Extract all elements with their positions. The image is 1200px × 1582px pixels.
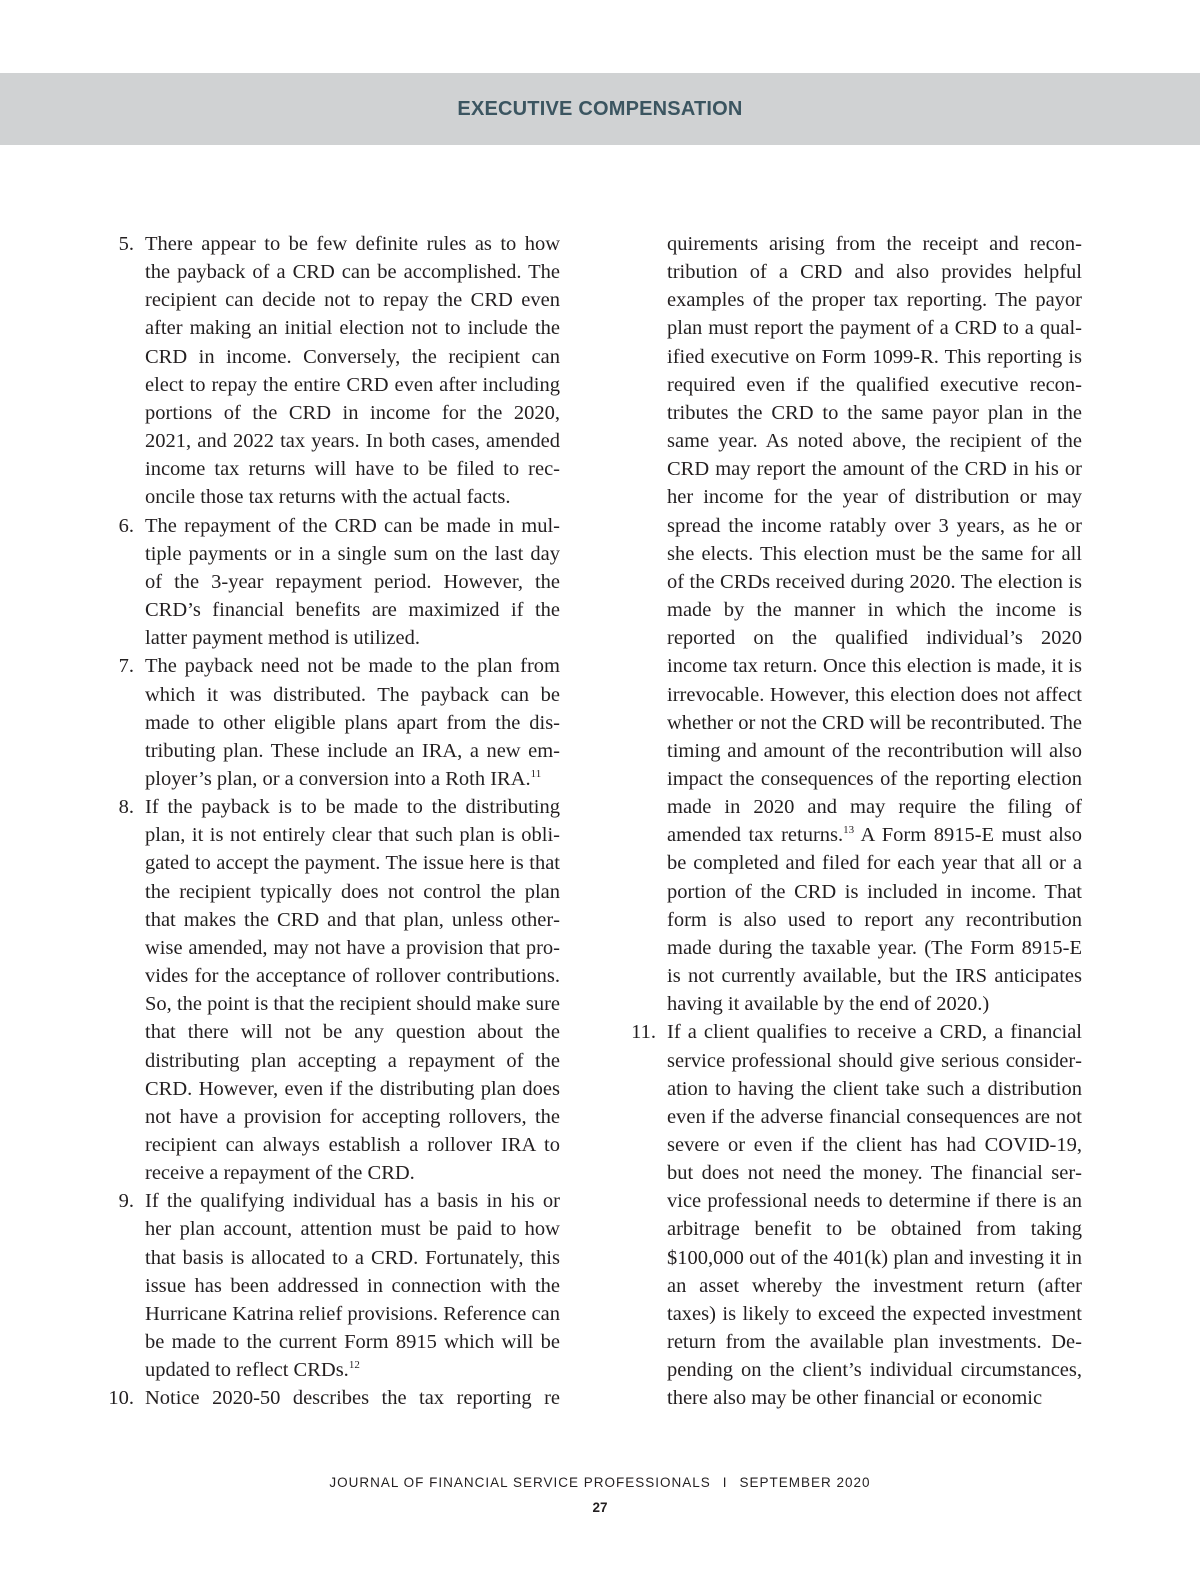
- list-text: If a client qualifies to receive a CRD, a financial service professional should give serious consideration to having the client take such a distribution even if the adverse financial consequences are not severe or even if the client has had COVID-19, but does not need the money. The financial service professional needs to determine if there is an arbitrage benefit to be obtained from taking $100,000 out of the 401(k) plan and investing it in an asset whereby the investment return (after taxes) is likely to exceed the expected investment return from the available plan investments. Depending on the client’s individual circumstances, there also may be other financial or economic: [667, 1021, 1082, 1410]
- list-item-8: [108, 793, 560, 1187]
- list-number: 6.: [118, 514, 134, 537]
- footnote-marker: 13: [843, 824, 855, 837]
- footer-separator: I: [722, 1475, 728, 1490]
- list-number: 5.: [118, 233, 134, 255]
- section-header-band: [0, 73, 1200, 145]
- list-item-6: [108, 512, 560, 653]
- list-text: If the payback is to be made to the distributing plan, it is not entirely clear that such plan is obligated to accept the payment. The issue here is that the recipient typically does not control the plan that makes the CRD and that plan, unless otherwise amended, may not have a provision that provides for the acceptance of rollover contributions. So, the point is that the recipient should make sure that there will not be any question about the distributing plan accepting a repayment of the CRD. However, even if the distributing plan does not have a provision for accepting rollovers, the recipient can always establish a rollover IRA to receive a repayment of the CRD.: [145, 796, 560, 1185]
- list-text: Notice 2020-50 describes the tax reporting re: [145, 1387, 560, 1410]
- list-number: 8.: [118, 796, 134, 819]
- page-number: 27: [592, 1500, 608, 1515]
- list-text: The repayment of the CRD can be made in multiple payments or in a single sum on the last day of the 3-year repayment period. However, the CRD’s financial benefits are maximized if the latter payment method is utilized.: [145, 514, 560, 650]
- list-text: If the qualifying individual has a basis in his or her plan account, attention must be paid to how that basis is allocated to a CRD. Fortunately, this issue has been addressed in connection with the Hurricane Katrina relief provisions. Reference can be made to the current Form 8915 which will be updated to reflect CRDs.: [145, 1190, 560, 1382]
- list-number: 7.: [118, 655, 134, 678]
- footnote-marker: 12: [348, 1359, 360, 1372]
- continuation-text: quirements arising from the receipt and recontribution of a CRD and also provides helpful examples of the proper tax reporting. The payor plan must report the payment of a CRD to a qualified executive on Form 1099-R. This reporting is required even if the qualified executive recontributes the CRD to the same payor plan in the same year. As noted above, the recipient of the CRD may report the amount of the CRD in his or her income for the year of distribution or may spread the income ratably over 3 years, as he or she elects. This election must be the same for all of the CRDs received during 2020. The election is made by the manner in which the income is reported on the qualified individual’s 2020 income tax return. Once this election is made, it is irrevocable. However, this election does not affect whether or not the CRD will be recontributed. The timing and amount of the recontribution will also impact the consequences of the reporting election made in 2020 and may require the filing of amended tax returns.: [667, 233, 1082, 847]
- item-10-continuation: [630, 230, 1082, 1018]
- list-number: 9.: [118, 1190, 134, 1213]
- right-column: [630, 230, 1082, 1413]
- list-text: There appear to be few definite rules as to how the payback of a CRD can be accomplished. The recipient can decide not to repay the CRD even after making an initial election not to include the CRD in income. Conversely, the recipient can elect to repay the entire CRD even after including portions of the CRD in income for the 2020, 2021, and 2022 tax years. In both cases, amended income tax returns will have to be filed to reconcile those tax returns with the actual facts.: [145, 233, 560, 509]
- journal-name: JOURNAL OF FINANCIAL SERVICE PROFESSIONALS: [329, 1475, 711, 1490]
- list-item-9: [108, 1187, 560, 1384]
- list-item-11: [630, 1018, 1082, 1412]
- continuation-text: A Form 8915-E must also be completed and filed for each year that all or a portion of the CRD is included in income. That form is also used to report any recontribution made during the taxable year. (The Form 8915-E is not currently available, but the IRS anticipates having it available by the end of 2020.): [667, 824, 1082, 1016]
- section-title: EXECUTIVE COMPENSATION: [457, 97, 743, 120]
- list-number: 11.: [631, 1021, 656, 1044]
- left-column: [108, 230, 560, 1413]
- list-number: 10.: [108, 1387, 134, 1410]
- issue-date: SEPTEMBER 2020: [739, 1475, 871, 1490]
- list-item-7: [108, 652, 560, 793]
- footnote-marker: 11: [530, 767, 542, 780]
- list-item-5: [108, 230, 560, 512]
- list-text: The payback need not be made to the plan from which it was distributed. The payback can be made to other eligible plans apart from the distributing plan. These include an IRA, a new employer’s plan, or a conversion into a Roth IRA.: [145, 655, 560, 790]
- list-item-10: [108, 1384, 560, 1412]
- footer-journal-line: [0, 1475, 1200, 1490]
